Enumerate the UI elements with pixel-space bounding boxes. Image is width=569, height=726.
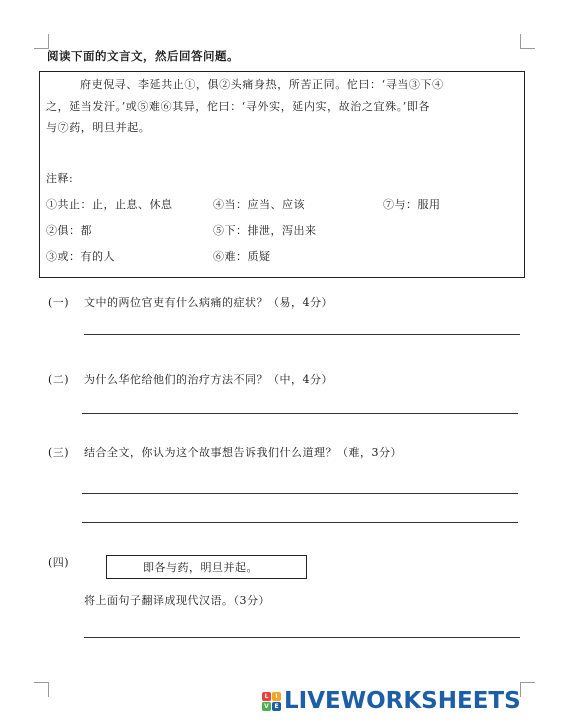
quoted-sentence: 即各与药，明旦并起。 [143, 561, 258, 574]
passage-line-1: 府吏倪寻、李延共止①，俱②头痛身热，所苦正同。佗曰：‘寻当③下④ [80, 78, 444, 91]
note-item: ⑥难：质疑 [213, 250, 271, 263]
answer-line[interactable] [84, 637, 520, 638]
logo-tile: L [262, 692, 271, 701]
logo-tile: V [262, 702, 271, 711]
instruction-heading: 阅读下面的文言文，然后回答问题。 [47, 49, 239, 63]
notes-heading: 注释: [46, 172, 74, 185]
passage-line-2: 之，延当发汗。’或⑤难⑥其异，佗曰：‘寻外实，延内实，故治之宜殊。’即各 [46, 100, 431, 113]
question-text: 将上面句子翻译成现代汉语。（3分） [84, 594, 270, 607]
crop-mark-bottom-left [34, 682, 49, 697]
question-text: 文中的两位官吏有什么病痛的症状？（易，4分） [84, 296, 333, 309]
answer-line[interactable] [82, 413, 518, 414]
crop-mark-top-right [520, 34, 535, 49]
liveworksheets-logo[interactable] [262, 688, 521, 714]
logo-tile: E [272, 702, 281, 711]
passage-line-3: 与⑦药，明旦并起。 [46, 121, 151, 134]
answer-line[interactable] [82, 522, 518, 523]
answer-line[interactable] [84, 334, 520, 335]
crop-mark-top-left [34, 34, 49, 49]
note-item: ⑦与：服用 [383, 198, 441, 211]
logo-mark-icon [262, 692, 281, 711]
question-number: (四) [48, 556, 70, 569]
note-item: ②俱：都 [46, 224, 92, 237]
note-item: ③或：有的人 [46, 250, 115, 263]
question-number: (三) [48, 446, 70, 459]
note-item: ①共止：止，止息、休息 [46, 198, 173, 211]
question-number: (一) [48, 296, 70, 309]
logo-tile: I [272, 692, 281, 701]
answer-line[interactable] [82, 493, 518, 494]
note-item: ⑤下：排泄，泻出来 [213, 224, 317, 237]
question-text: 为什么华佗给他们的治疗方法不同？（中，4分） [84, 373, 333, 386]
logo-wordmark: LIVEWORKSHEETS [284, 688, 521, 714]
question-text: 结合全文，你认为这个故事想告诉我们什么道理？（难，3分） [84, 446, 402, 459]
crop-mark-bottom-right [520, 682, 535, 697]
note-item: ④当：应当、应该 [213, 198, 305, 211]
question-number: (二) [48, 373, 70, 386]
